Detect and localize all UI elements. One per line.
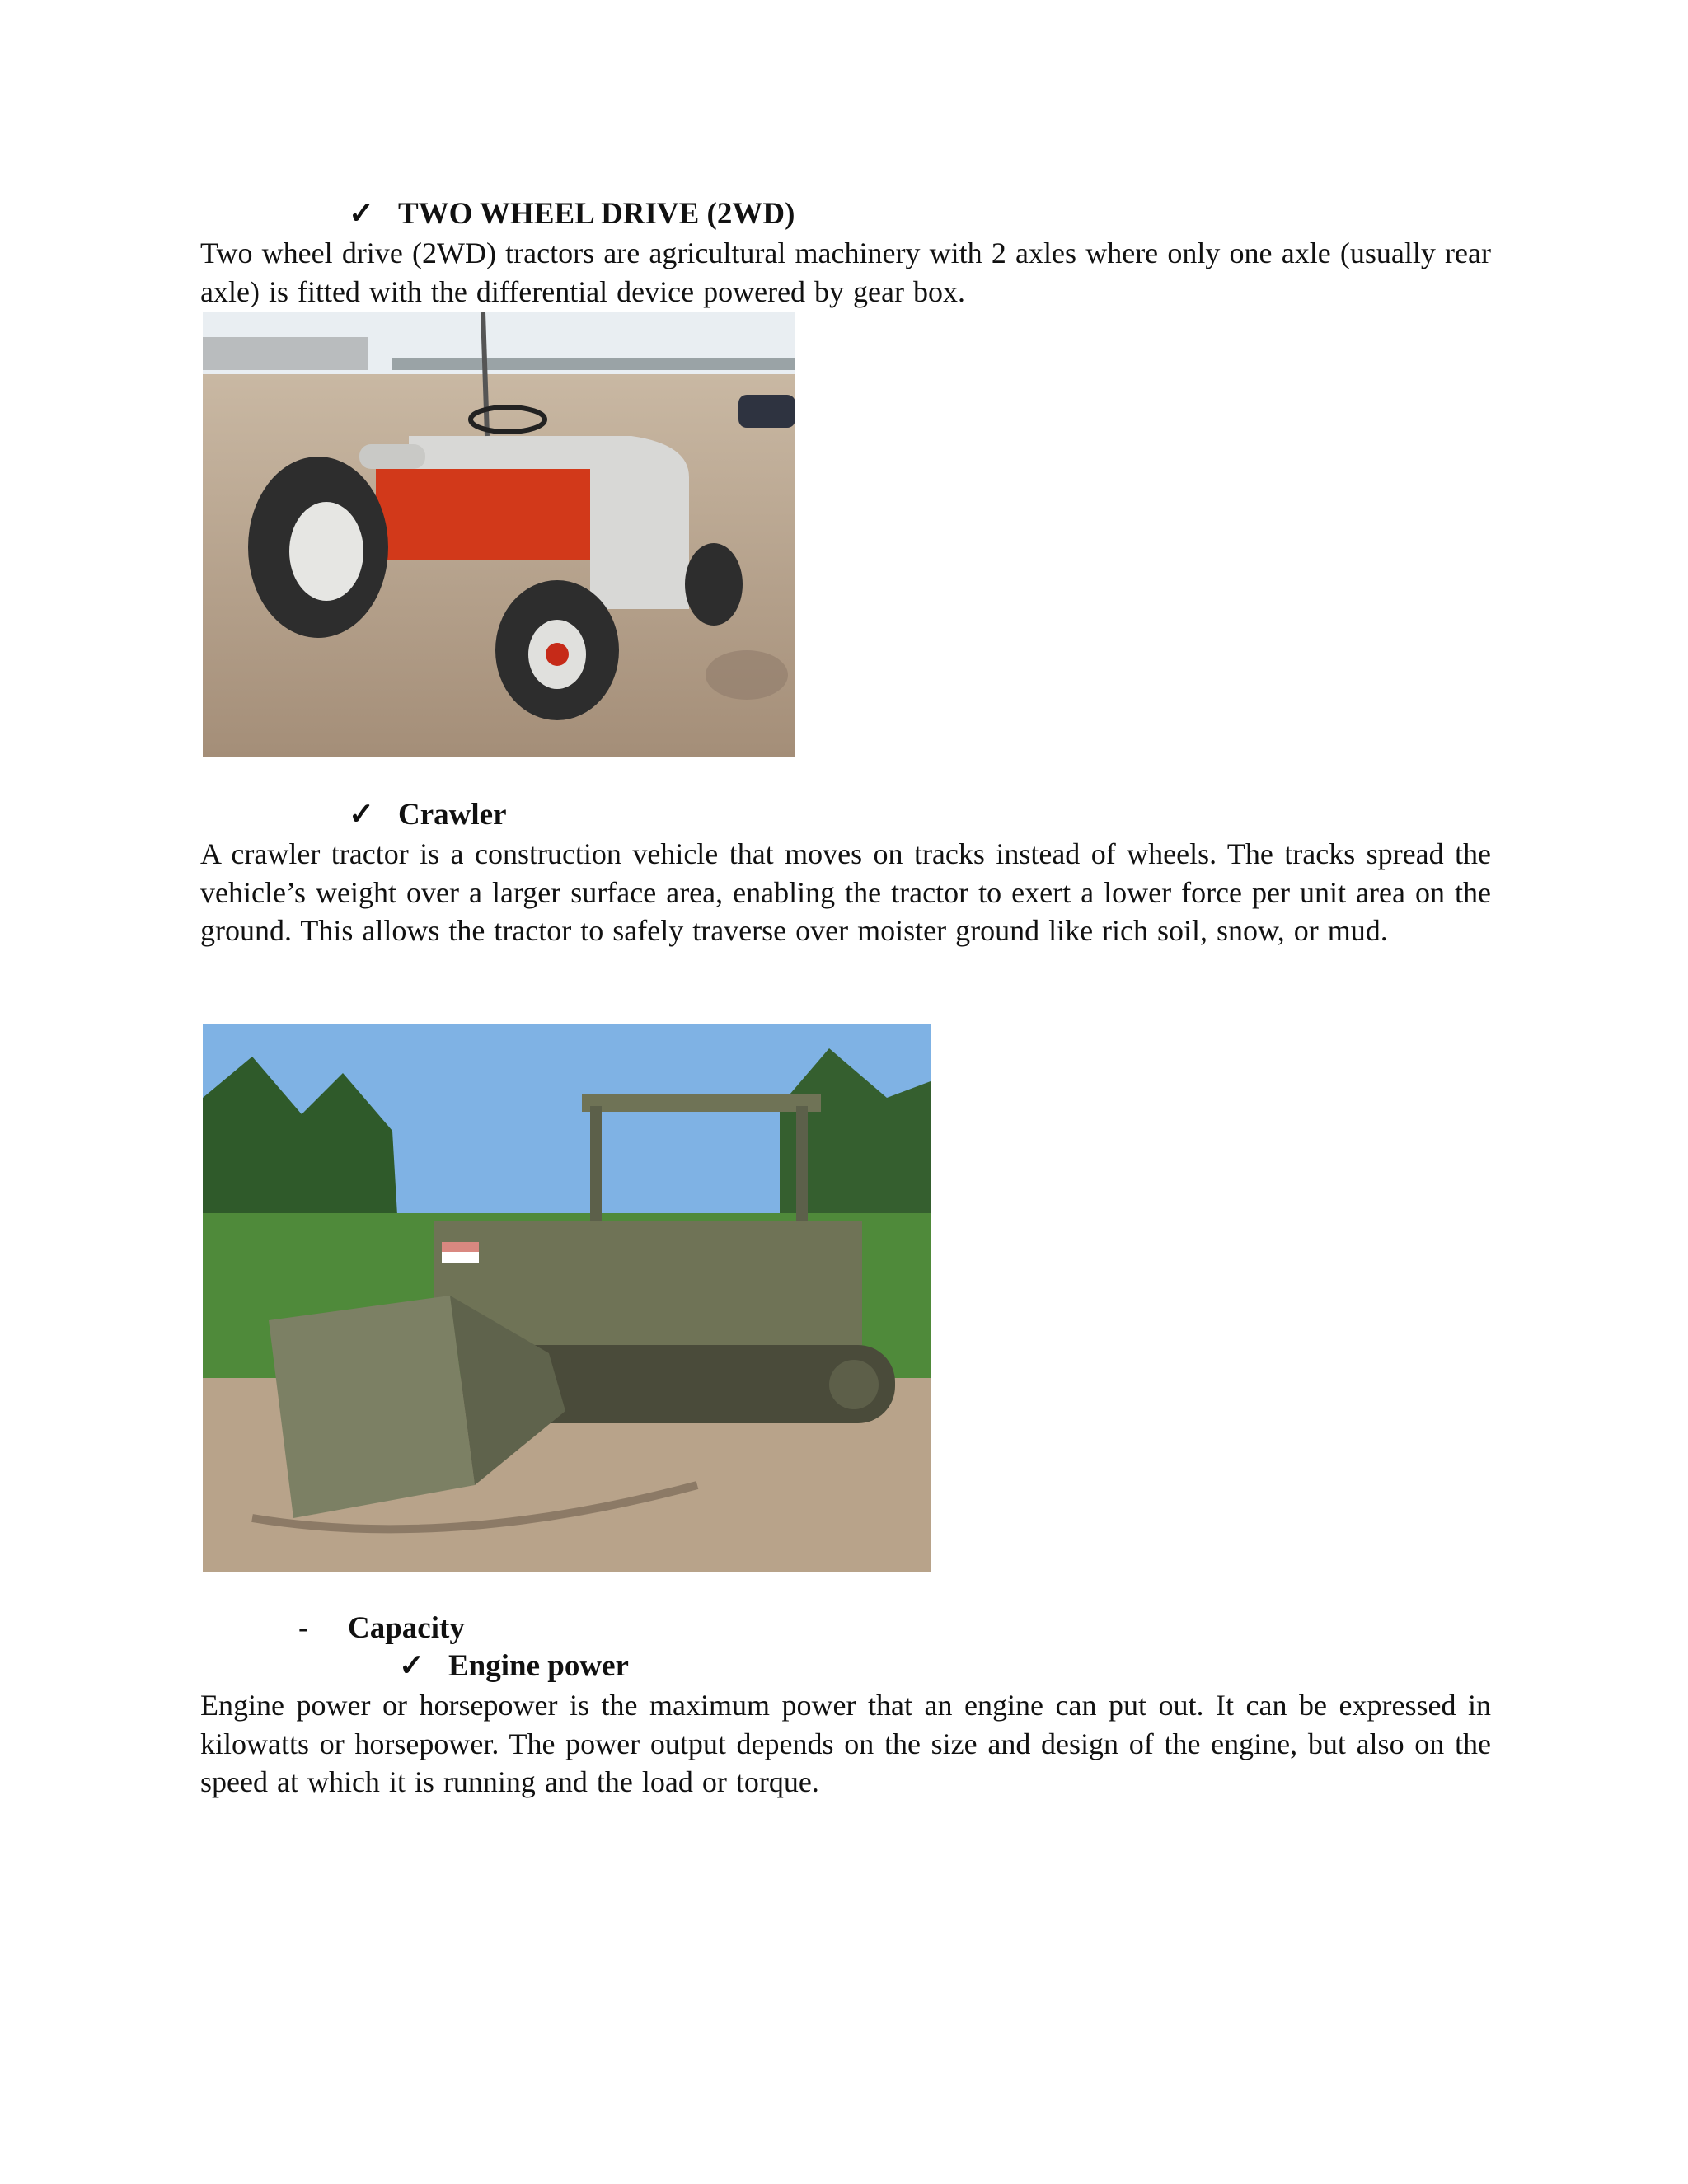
checkmark-icon: ✓ bbox=[349, 798, 375, 832]
section-heading-2wd bbox=[349, 195, 795, 233]
section-heading-crawler bbox=[349, 796, 507, 834]
checkmark-icon: ✓ bbox=[399, 1649, 425, 1683]
heading-text: Crawler bbox=[398, 798, 507, 832]
heading-text: TWO WHEEL DRIVE (2WD) bbox=[398, 197, 795, 231]
dash-bullet: - bbox=[298, 1611, 309, 1645]
paragraph-crawler: A crawler tractor is a construction vehicle that moves on tracks instead of wheels. The tracks spread the vehicle’s weight over a larger surface area, enabling the tractor to exert a lower force per unit area on the ground. This allows the tractor to safely traverse over moister ground like rich soil, snow, or mud. bbox=[200, 837, 1491, 947]
checkmark-icon: ✓ bbox=[349, 197, 375, 231]
paragraph-engine-power: Engine power or horsepower is the maximum power that an engine can put out. It can be expressed in kilowatts or horsepower. The power output depends on the size and design of the engine, but also on the speed at which it is running and the load or torque. bbox=[200, 1689, 1491, 1798]
heading-text: Capacity bbox=[348, 1611, 465, 1645]
crawler-tractor-photo bbox=[203, 1024, 931, 1572]
section-heading-capacity bbox=[298, 1610, 465, 1647]
tractor-2wd-photo bbox=[203, 312, 795, 757]
heading-text: Engine power bbox=[448, 1649, 629, 1683]
section-heading-engine-power bbox=[399, 1647, 629, 1685]
paragraph-2wd: Two wheel drive (2WD) tractors are agricultural machinery with 2 axles where only one axle (usually rear axle) is fitted with the differential device powered by gear box. bbox=[200, 237, 1491, 308]
